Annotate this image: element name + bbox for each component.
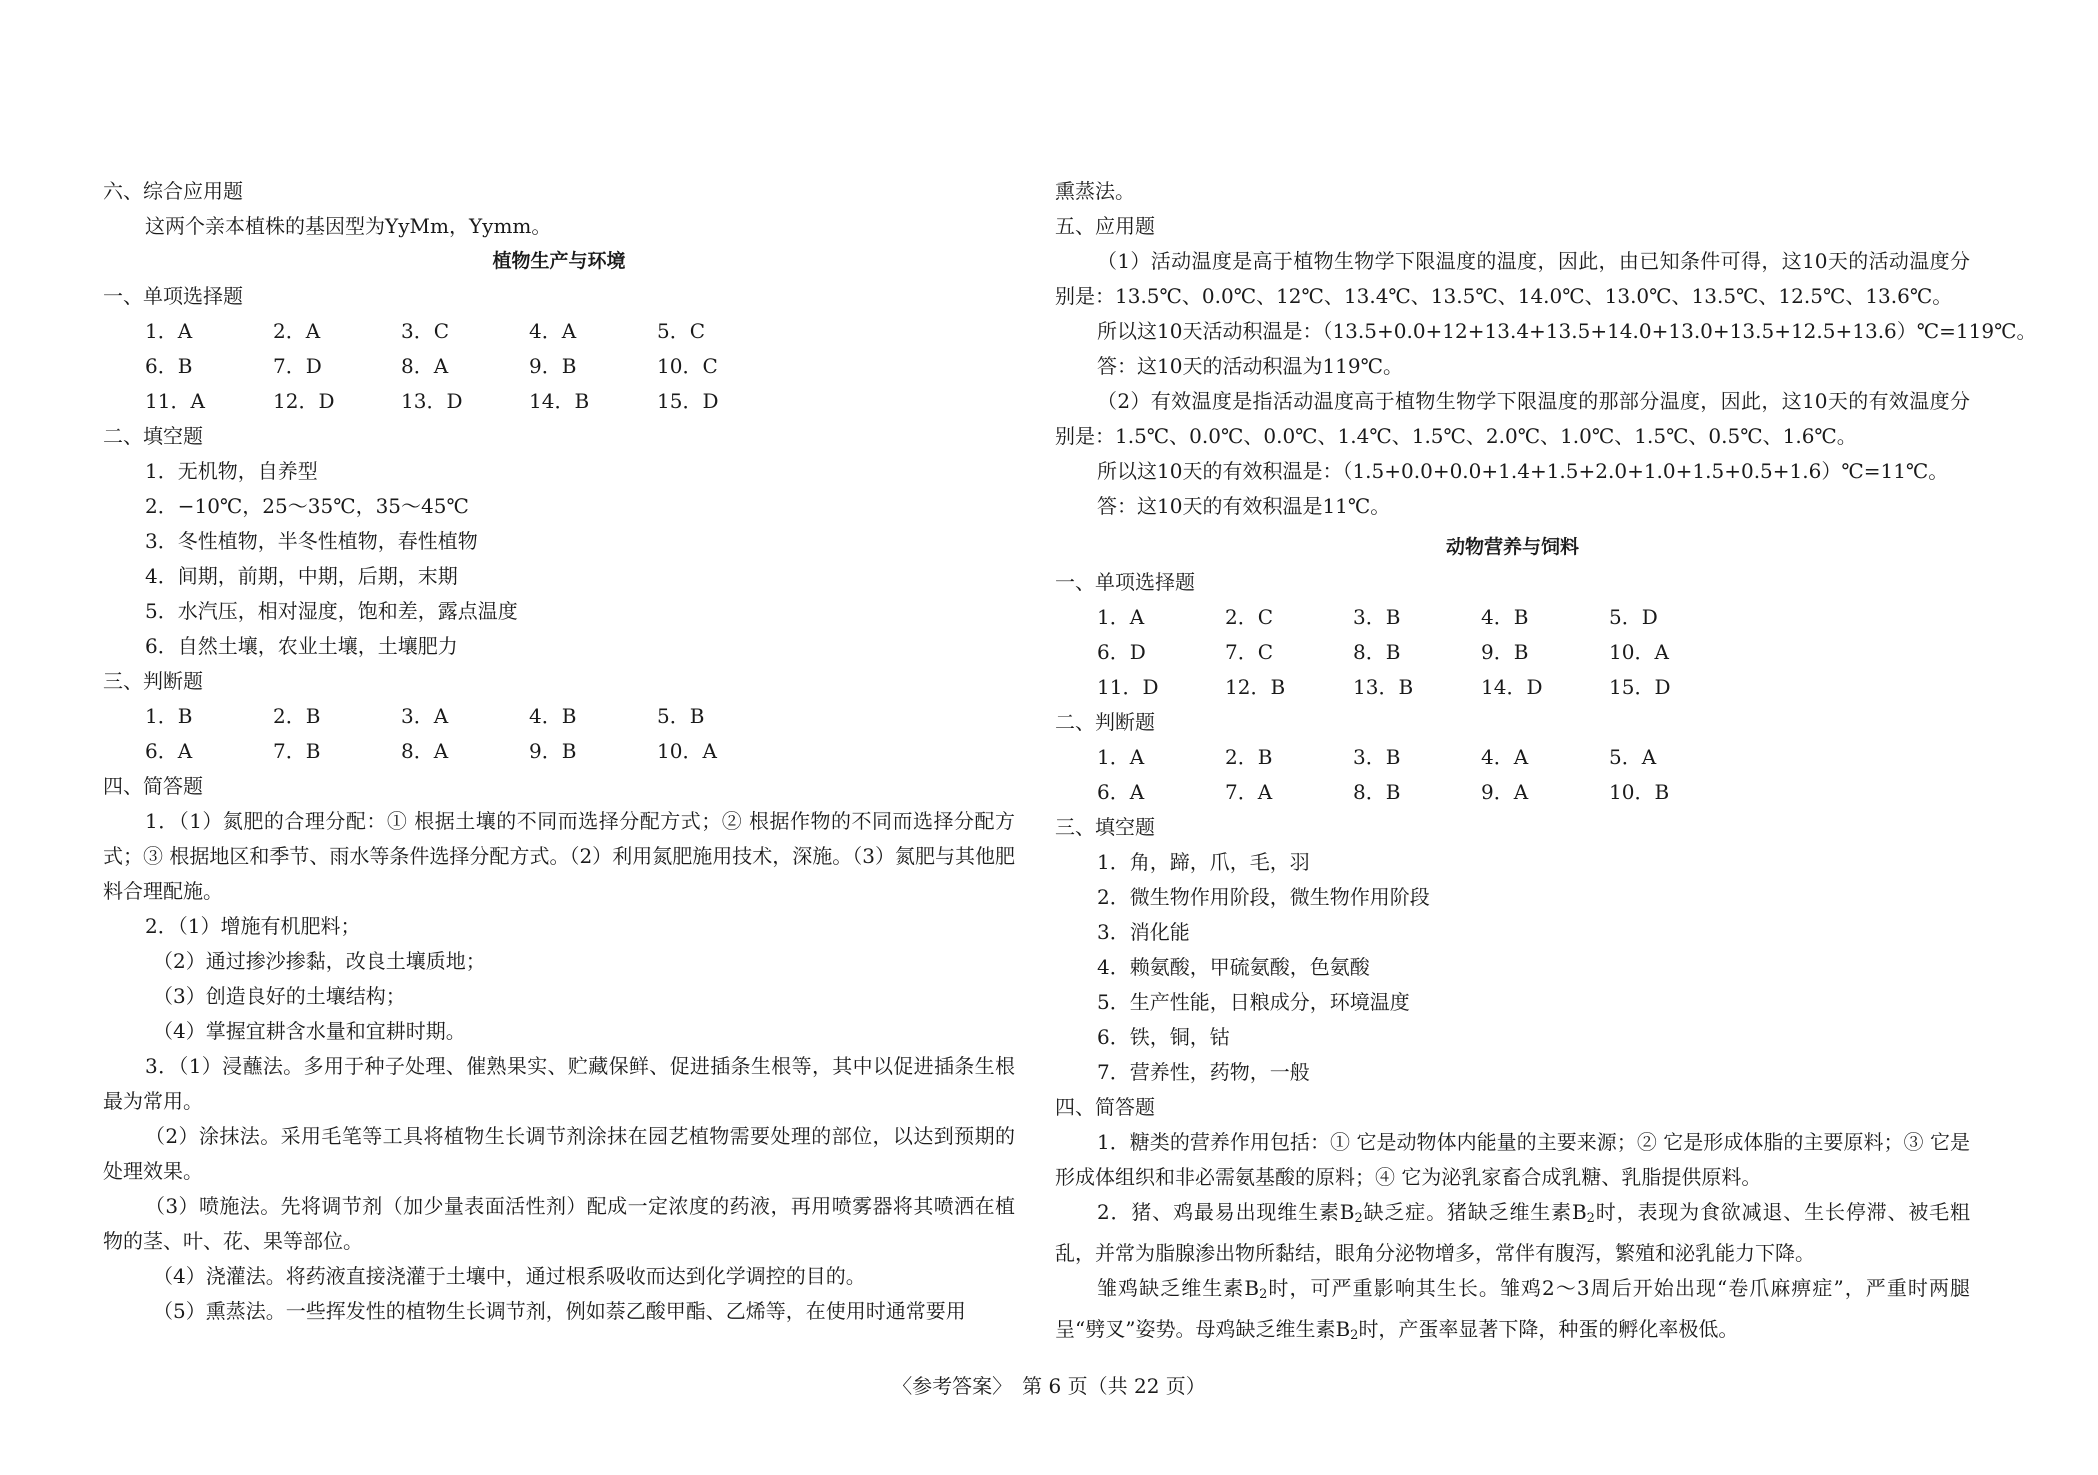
answer-item: 9．B bbox=[529, 354, 577, 378]
text-run: 2．猪、鸡最易出现维生素B bbox=[1097, 1200, 1355, 1224]
short-answer-paragraph bbox=[1055, 1195, 1970, 1271]
short-answer-paragraph bbox=[1055, 1271, 1970, 1353]
answer-row bbox=[103, 734, 1015, 769]
short-answer-line: （4）浇灌法。将药液直接浇灌于土壤中，通过根系吸收而达到化学调控的目的。 bbox=[153, 1264, 866, 1288]
answer-item: 9．B bbox=[529, 739, 577, 763]
fill-answer: 2．−10℃，25～35℃，35～45℃ bbox=[145, 494, 469, 518]
short-answer-paragraph: 1．（1）氮肥的合理分配：① 根据土壤的不同而选择分配方式；② 根据作物的不同而选择分配方式；③ 根据地区和季节、雨水等条件选择分配方式。（2）利用氮肥施用技术，深施。（3）氮肥与其他肥料合理配施。 bbox=[103, 809, 1015, 903]
application-line: 所以这10天的有效积温是：（1.5+0.0+0.0+1.4+1.5+2.0+1.0+1.5+0.5+1.6）℃=11℃。 bbox=[1097, 459, 1949, 483]
section-header: 二、填空题 bbox=[103, 424, 203, 448]
answer-item: 7．B bbox=[273, 739, 321, 763]
short-answer-paragraph: （3）喷施法。先将调节剂（加少量表面活性剂）配成一定浓度的药液，再用喷雾器将其喷洒在植物的茎、叶、花、果等部位。 bbox=[103, 1194, 1015, 1253]
answer-item: 12．B bbox=[1225, 675, 1286, 699]
answer-item: 5．B bbox=[657, 704, 705, 728]
answer-item: 2．C bbox=[1225, 605, 1274, 629]
answer-item: 7．C bbox=[1225, 640, 1274, 664]
fill-answer: 3．冬性植物，半冬性植物，春性植物 bbox=[145, 529, 478, 553]
short-answer-line: （2）通过掺沙掺黏，改良土壤质地； bbox=[153, 949, 486, 973]
answer-item: 8．A bbox=[401, 354, 449, 378]
answer-item: 5．C bbox=[657, 319, 706, 343]
answer-item: 6．A bbox=[1097, 780, 1145, 804]
fill-answer: 7．营养性，药物，一般 bbox=[1097, 1060, 1310, 1084]
section-header: 六、综合应用题 bbox=[103, 179, 243, 203]
fill-answer: 1．角，蹄，爪，毛，羽 bbox=[1097, 850, 1310, 874]
fill-answer: 5．生产性能，日粮成分，环境温度 bbox=[1097, 990, 1410, 1014]
answer-item: 2．A bbox=[273, 319, 321, 343]
application-line: 答：这10天的活动积温为119℃。 bbox=[1097, 354, 1403, 378]
answer-row bbox=[103, 349, 1015, 384]
part-title: 植物生产与环境 bbox=[492, 250, 626, 272]
fill-answer: 3．消化能 bbox=[1097, 920, 1190, 944]
section-header: 三、填空题 bbox=[1055, 815, 1155, 839]
answer-item: 10．B bbox=[1609, 780, 1670, 804]
fill-answer: 6．自然土壤，农业土壤，土壤肥力 bbox=[145, 634, 458, 658]
answer-row bbox=[1055, 775, 1970, 810]
section-header: 三、判断题 bbox=[103, 669, 203, 693]
answer-item: 6．A bbox=[145, 739, 193, 763]
short-answer-line: （4）掌握宜耕含水量和宜耕时期。 bbox=[153, 1019, 466, 1043]
page-footer: 〈参考答案〉 第 6 页（共 22 页） bbox=[892, 1374, 1206, 1398]
short-answer-paragraph: 3．（1）浸蘸法。多用于种子处理、催熟果实、贮藏保鲜、促进插条生根等，其中以促进插条生根最为常用。 bbox=[103, 1054, 1015, 1113]
answer-text: 这两个亲本植株的基因型为YyMm，Yymm。 bbox=[145, 214, 552, 238]
answer-item: 5．D bbox=[1609, 605, 1658, 629]
answer-item: 4．A bbox=[1481, 745, 1529, 769]
subscript: 2 bbox=[1259, 1287, 1268, 1302]
text-run: 缺乏症。猪缺乏维生素B bbox=[1362, 1200, 1587, 1224]
answer-item: 11．A bbox=[145, 389, 205, 413]
answer-item: 8．B bbox=[1353, 780, 1401, 804]
answer-item: 7．A bbox=[1225, 780, 1273, 804]
answer-row bbox=[103, 384, 1015, 419]
right-column bbox=[1055, 174, 2037, 1353]
answer-row bbox=[1055, 670, 1970, 705]
fill-answer: 5．水汽压，相对湿度，饱和差，露点温度 bbox=[145, 599, 518, 623]
answer-item: 10．A bbox=[1609, 640, 1669, 664]
answer-item: 14．B bbox=[529, 389, 590, 413]
answer-row bbox=[103, 699, 1015, 734]
answer-item: 13．B bbox=[1353, 675, 1414, 699]
answer-item: 3．A bbox=[401, 704, 449, 728]
answer-row bbox=[103, 314, 1015, 349]
answer-item: 8．A bbox=[401, 739, 449, 763]
answer-item: 10．C bbox=[657, 354, 718, 378]
answer-item: 15．D bbox=[1609, 675, 1671, 699]
answer-item: 11．D bbox=[1097, 675, 1159, 699]
continuation-text: 熏蒸法。 bbox=[1055, 179, 1135, 203]
section-header: 四、简答题 bbox=[1055, 1095, 1155, 1119]
fill-answer: 4．赖氨酸，甲硫氨酸，色氨酸 bbox=[1097, 955, 1370, 979]
answer-item: 2．B bbox=[1225, 745, 1273, 769]
part-title: 动物营养与饲料 bbox=[1445, 536, 1579, 558]
section-header: 二、判断题 bbox=[1055, 710, 1155, 734]
answer-item: 3．B bbox=[1353, 605, 1401, 629]
answer-item: 15．D bbox=[657, 389, 719, 413]
text-run: 时，可严重影响其生长。雏鸡2～3周后开始出现“卷爪麻痹症”，严重时两腿呈“劈叉”姿势。母鸡缺乏维生素B bbox=[1055, 1276, 1970, 1341]
section-header: 一、单项选择题 bbox=[1055, 570, 1195, 594]
section-header: 四、简答题 bbox=[103, 774, 203, 798]
left-column bbox=[103, 174, 1015, 1329]
answer-item: 1．A bbox=[1097, 605, 1145, 629]
answer-item: 5．A bbox=[1609, 745, 1657, 769]
answer-item: 1．A bbox=[145, 319, 193, 343]
answer-item: 3．B bbox=[1353, 745, 1401, 769]
application-line: 答：这10天的有效积温是11℃。 bbox=[1097, 494, 1391, 518]
fill-answer: 6．铁，铜，钴 bbox=[1097, 1025, 1230, 1049]
answer-item: 3．C bbox=[401, 319, 450, 343]
answer-item: 10．A bbox=[657, 739, 717, 763]
text-run: 时，表现为食欲减退、生长停滞、被毛粗乱，并常为脂腺渗出物所黏结，眼角分泌物增多，常伴有腹泻，繁殖和泌乳能力下降。 bbox=[1055, 1200, 1971, 1265]
fill-answer: 1．无机物，自养型 bbox=[145, 459, 318, 483]
subscript: 2 bbox=[1354, 1211, 1363, 1226]
section-header: 五、应用题 bbox=[1055, 214, 1155, 238]
application-paragraph: （2）有效温度是指活动温度高于植物生物学下限温度的那部分温度，因此，这10天的有效温度分别是：1.5℃、0.0℃、0.0℃、1.4℃、1.5℃、2.0℃、1.0℃、1.5℃、0.5℃、1.6℃。 bbox=[1055, 389, 1970, 448]
short-answer-line: 2．（1）增施有机肥料； bbox=[145, 914, 361, 938]
answer-item: 8．B bbox=[1353, 640, 1401, 664]
answer-item: 1．B bbox=[145, 704, 193, 728]
short-answer-paragraph: （2）涂抹法。采用毛笔等工具将植物生长调节剂涂抹在园艺植物需要处理的部位，以达到预期的处理效果。 bbox=[103, 1124, 1015, 1183]
answer-row bbox=[1055, 635, 1970, 670]
answer-item: 6．D bbox=[1097, 640, 1146, 664]
fill-answer: 4．间期，前期，中期，后期，末期 bbox=[145, 564, 458, 588]
short-answer-line: （5）熏蒸法。一些挥发性的植物生长调节剂，例如萘乙酸甲酯、乙烯等，在使用时通常要用 bbox=[153, 1299, 966, 1323]
answer-item: 1．A bbox=[1097, 745, 1145, 769]
text-run: 雏鸡缺乏维生素B bbox=[1097, 1276, 1260, 1300]
answer-item: 2．B bbox=[273, 704, 321, 728]
short-answer-paragraph: 1．糖类的营养作用包括：① 它是动物体内能量的主要来源；② 它是形成体脂的主要原料；③ 它是形成体组织和非必需氨基酸的原料；④ 它为泌乳家畜合成乳糖、乳脂提供原料。 bbox=[1055, 1130, 1970, 1189]
answer-item: 9．A bbox=[1481, 780, 1529, 804]
answer-item: 12．D bbox=[273, 389, 335, 413]
answer-item: 4．A bbox=[529, 319, 577, 343]
answer-row bbox=[1055, 740, 1970, 775]
subscript: 2 bbox=[1350, 1328, 1359, 1343]
answer-item: 9．B bbox=[1481, 640, 1529, 664]
answer-item: 14．D bbox=[1481, 675, 1543, 699]
answer-item: 7．D bbox=[273, 354, 322, 378]
answer-item: 6．B bbox=[145, 354, 193, 378]
application-line: 所以这10天活动积温是：（13.5+0.0+12+13.4+13.5+14.0+13.0+13.5+12.5+13.6）℃=119℃。 bbox=[1097, 319, 2037, 343]
section-header: 一、单项选择题 bbox=[103, 284, 243, 308]
application-paragraph: （1）活动温度是高于植物生物学下限温度的温度，因此，由已知条件可得，这10天的活动温度分别是：13.5℃、0.0℃、12℃、13.4℃、13.5℃、14.0℃、13.0℃、13.5℃、12.5℃、13.6℃。 bbox=[1055, 249, 1970, 308]
answer-item: 4．B bbox=[1481, 605, 1529, 629]
fill-answer: 2．微生物作用阶段，微生物作用阶段 bbox=[1097, 885, 1430, 909]
answer-item: 4．B bbox=[529, 704, 577, 728]
text-run: 时，产蛋率显著下降，种蛋的孵化率极低。 bbox=[1358, 1317, 1739, 1341]
answer-item: 13．D bbox=[401, 389, 463, 413]
short-answer-line: （3）创造良好的土壤结构； bbox=[153, 984, 406, 1008]
subscript: 2 bbox=[1586, 1211, 1595, 1226]
answer-row bbox=[1055, 600, 1970, 635]
